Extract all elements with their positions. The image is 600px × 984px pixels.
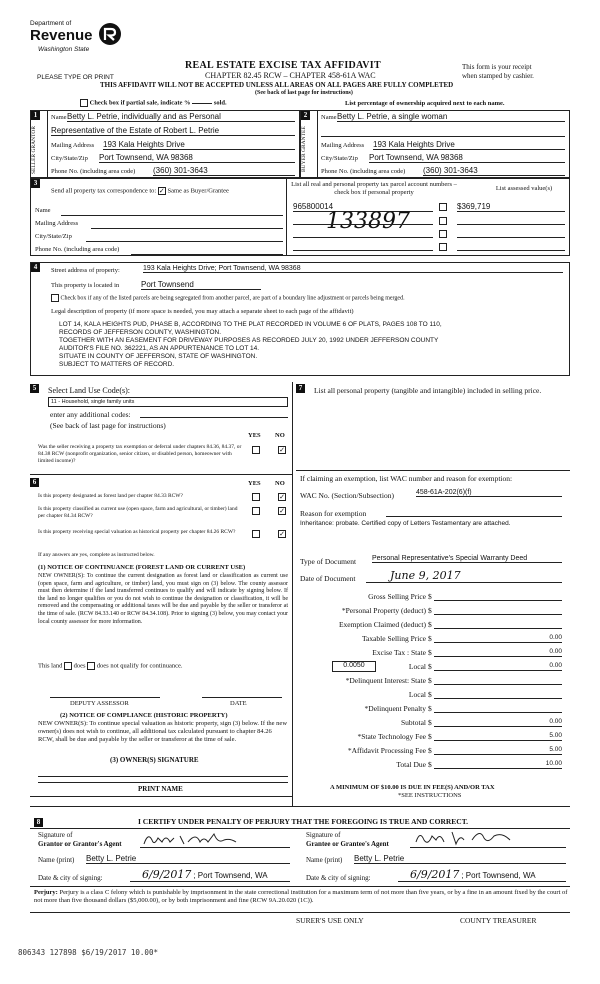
street-label: Street address of property: [51,267,120,274]
grantor-name-field[interactable]: Betty L. Petrie [86,854,290,864]
same-as-buyer-label: Same as Buyer/Grantee [167,187,229,195]
receipt-line2: when stamped by cashier. [462,72,534,80]
legal-line: SUBJECT TO MATTERS OF RECORD. [59,361,175,368]
calc-dollar: $ [428,592,432,601]
see-back-top: (See back of last page for instructions) [255,90,353,96]
calc-value[interactable] [434,606,562,615]
legal-line: AUDITOR'S FILE NO. 362221, AS AN APPURTENANCE TO LOT 14. [59,345,260,352]
buyer-side-label: BUYER GRANTEE [301,126,307,173]
does-not-label: does not [96,662,119,670]
calc-row-taxable [296,634,570,646]
calc-label: *Personal Property (deduct) [341,606,426,615]
receipt-line1: This form is your receipt [462,63,532,71]
s6-q1-yes-checkbox[interactable] [252,493,260,501]
does-not-checkbox[interactable] [87,662,95,670]
grantor-date-handwritten: 6/9/2017 [142,868,192,881]
perjury-notice [34,889,568,905]
calc-row-gross [296,592,570,604]
seller-phone-label: Phone No. (including area code) [51,168,136,175]
calc-dollar: $ [428,662,432,671]
notice-continuance-title: (1) NOTICE OF CONTINUANCE (FOREST LAND OR CURRENT USE) [38,564,246,571]
legal-description [59,321,442,369]
does-label: does [73,662,86,670]
calc-dollar: $ [428,746,432,755]
additional-codes-label: enter any additional codes: [50,410,131,419]
handwritten-number: 133897 [326,209,410,234]
buyer-name-field[interactable]: Betty L. Petrie, a single woman [337,112,565,122]
grantor-name-label: Name (print) [38,856,75,864]
calc-value[interactable]: 10.00 [434,760,562,769]
section-5 [30,382,292,472]
calc-value[interactable] [434,704,562,713]
seller-city-field[interactable]: Port Townsend, WA 98368 [99,153,295,163]
street-field[interactable]: 193 Kala Heights Drive; Port Townsend, WA 98368 [143,265,563,273]
parcel-1-personal-checkbox[interactable] [439,203,447,211]
s3-city-label: City/State/Zip [35,233,72,240]
section-1-marker: 1 [31,111,40,120]
s6-q2-no-checkbox[interactable]: ✓ [279,507,285,515]
calc-dollar: $ [428,676,432,685]
land-use-see-back: (See back of last page for instructions) [50,421,166,430]
dept-line3: Washington State [38,46,90,53]
seller-phone-field[interactable]: (360) 301-3643 [153,166,295,176]
s3-phone-field[interactable] [131,254,283,255]
s6-q1-no-checkbox[interactable]: ✓ [279,493,285,501]
send-label: Send all property tax correspondence to: [51,187,157,195]
land-use-code-select[interactable]: 11 - Household, single family units [48,397,288,407]
warning-text: THIS AFFIDAVIT WILL NOT BE ACCEPTED UNLESS ALL AREAS ON ALL PAGES ARE FULLY COMPLETED [100,81,454,89]
located-label: This property is located in [51,282,120,289]
minimum-due-note: A MINIMUM OF $10.00 IS DUE IN FEE(S) AND/OR TAX [330,784,495,791]
grantor-date-label: Date & city of signing: [38,874,103,882]
calc-value[interactable]: 5.00 [434,732,562,741]
doc-type-label: Type of Document [300,557,357,566]
reason-line[interactable] [386,516,562,517]
qualify-label: qualify for continuance. [120,662,183,670]
seller-mail-field[interactable]: 193 Kala Heights Drive [103,140,295,150]
notice-compliance-body: NEW OWNER(S): To continue special valuation as historic property, sign (3) below. If the new owner(s) does not wish to continue, all additional tax calculated pursuant to chapter 84.26 RCW, shall be due and payable by the seller or transferor at the time of sale. [38,720,288,743]
buyer-city-label: City/State/Zip [321,155,358,162]
notice-continuance-body: NEW OWNER(S): To continue the current designation as forest land or classification as current use (open space, farm and agriculture, or timber) land, you must sign on (3) below. The county assessor must then determine if the land transferred continues to qualify and will indicate by signing below. If the land no longer qualifies or you do not wish to continue the designation or classification, it will be removed and the compensating or additional taxes will be due and payable by the seller or transferor at the time of sale. (RCW 84.33.140 or RCW 84.34.108). Prior to signing (3) below, you may contact your local county assessor for more information. [38,573,288,625]
segregated-checkbox[interactable] [51,294,59,302]
s3-city-field[interactable] [86,241,283,242]
form-chapter: CHAPTER 82.45 RCW – CHAPTER 458-61A WAC [205,71,376,80]
s3-name-label: Name [35,207,51,214]
this-land-label: This land [38,662,63,670]
calc-value[interactable]: 0.00 [434,718,562,727]
perjury-bold: Perjury: [34,889,58,896]
grantee-name-label: Name (print) [306,856,343,864]
calc-dollar: $ [428,606,432,615]
calc-label: Gross Selling Price [368,592,426,601]
seller-mail-label: Mailing Address [51,142,95,149]
located-field[interactable]: Port Townsend [141,280,261,290]
calc-value[interactable] [434,620,562,629]
s6-q1: Is this property designated as forest land per chapter 84.33 RCW? [38,493,183,499]
parcel-number-4[interactable] [293,250,433,251]
assessed-header: List assessed value(s) [495,185,553,192]
s3-mail-field[interactable] [91,228,283,229]
grantee-name-field[interactable]: Betty L. Petrie [354,854,566,864]
s6-q3-no-checkbox[interactable]: ✓ [279,530,285,538]
partial-sale-row [80,99,227,107]
legal-label: Legal description of property (if more space is needed, you may attach a separate sheet to each page of the affidavit) [51,308,354,315]
grantee-city: ; Port Townsend, WA [461,871,536,880]
calc-label: Local [408,690,426,699]
legal-line: RECORDS OF JEFFERSON COUNTY, WASHINGTON. [59,329,222,336]
calc-label: Subtotal [400,718,426,727]
doc-date-field[interactable]: June 9, 2017 [366,569,562,583]
s6-yes-header: YES [248,480,261,487]
calc-label: *State Technology Fee [357,732,426,741]
section-7 [296,382,570,583]
grantor-sig-label2: Grantor or Grantor's Agent [38,840,122,848]
dor-logo [30,20,130,68]
buyer-mail-label: Mailing Address [321,142,365,149]
buyer-phone-field[interactable]: (360) 301-3643 [423,166,565,176]
parcel-list-header: List all real and personal property tax parcel account numbers – check box if personal property [291,181,457,196]
calc-row-local [296,662,570,674]
dept-line1: Department of [30,20,72,27]
dor-emblem-icon [98,22,122,46]
owner-signature-title: (3) OWNER(S) SIGNATURE [110,756,199,764]
s5-yes-checkbox[interactable] [252,446,260,454]
s3-name-field[interactable] [61,215,283,216]
calc-value[interactable] [434,676,562,685]
seller-name-label: Name [51,114,67,121]
s3-mail-label: Mailing Address [35,220,79,227]
seller-side-label: SELLER GRANTOR [31,125,37,174]
parcel-3-personal-checkbox[interactable] [439,230,447,238]
calc-row-state [296,648,570,660]
reason-field[interactable]: Inheritance: probate. Certified copy of Letters Testamentary are attached. [300,520,511,527]
county-treasurer: COUNTY TREASURER [460,916,537,925]
seller-name-line1[interactable]: Betty L. Petrie, individually and as Personal [67,112,295,122]
tax-calculation [296,592,570,782]
buyer-phone-label: Phone No. (including area code) [321,168,406,175]
buyer-name-line2[interactable] [321,126,565,137]
print-name-label: PRINT NAME [138,785,183,793]
calc-value[interactable] [434,592,562,601]
calc-dollar: $ [428,732,432,741]
dept-line2: Revenue [30,27,93,44]
section-2-marker: 2 [301,111,310,120]
calc-label: Taxable Selling Price [361,634,426,643]
list-pct-note: List percentage of ownership acquired next to each name. [345,100,505,107]
section-8-marker: 8 [34,818,43,827]
s5-no-header: NO [275,432,285,439]
calc-value[interactable]: 0.00 [434,634,562,643]
wac-label: WAC No. (Section/Subsection) [300,491,394,500]
s6-q3: Is this property receiving special valuation as historical property per chapter 84.26 RCW? [38,529,236,535]
calc-row-tech-fee [296,732,570,744]
calc-value[interactable]: 0.00 [434,648,562,657]
grantor-signature-image [140,830,260,848]
calc-dollar: $ [428,718,432,727]
calc-row-penalty [296,704,570,716]
s6-if-yes: If any answers are yes, complete as instructed below. [38,552,155,558]
grantor-signature[interactable] [140,830,290,848]
section-4-marker: 4 [31,263,40,272]
section-6-marker: 6 [30,478,39,487]
s5-question: Was the seller receiving a property tax exemption or deferral under chapters 84.36, 84.37, or 84.38 RCW (nonprofit organization, senior citizen, or disabled person, homeowner with limited income)? [38,444,242,464]
assessed-value-2[interactable] [457,224,565,225]
section-3 [30,178,570,256]
calc-value[interactable]: 0.00 [434,662,562,671]
calc-row-subtotal [296,718,570,730]
deputy-assessor-label: DEPUTY ASSESSOR [70,700,129,707]
calc-row-exemption [296,620,570,632]
parcel-number-3[interactable] [293,237,433,238]
calc-label: Total Due [396,760,426,769]
reason-label: Reason for exemption [300,509,367,518]
calc-label: Exemption Claimed (deduct) [338,620,426,629]
parcel-2-personal-checkbox[interactable] [439,217,447,225]
section-7-marker: 7 [296,384,305,393]
doc-date-label: Date of Document [300,574,356,583]
section-5-marker: 5 [30,384,39,393]
grantee-date-label: Date & city of signing: [306,874,371,882]
s6-q2-yes-checkbox[interactable] [252,507,260,515]
calc-value[interactable]: 5.00 [434,746,562,755]
doc-type-field[interactable]: Personal Representative's Special Warranty Deed [372,555,562,563]
cashier-stamp: 806343 127898 $6/19/2017 10.00* [18,948,158,957]
calc-label: *Affidavit Processing Fee [347,746,426,755]
legal-line: TOGETHER WITH AN EASEMENT FOR DRIVEWAY PURPOSES AS RECORDED JULY 20, 1992 UNDER JEFFERSON COUNTY [59,337,439,344]
wac-field[interactable]: 458-61A-202(6)(f) [416,489,562,497]
grantee-signature[interactable] [410,828,566,848]
legal-line: SITUATE IN COUNTY OF JEFFERSON, STATE OF WASHINGTON. [59,353,258,360]
surer-use-only: SURER'S USE ONLY [296,916,364,925]
date-label: DATE [230,700,247,707]
buyer-city-field[interactable]: Port Townsend, WA 98368 [369,153,565,163]
see-instructions: *SEE INSTRUCTIONS [398,792,462,799]
s5-yes-header: YES [248,432,261,439]
please-type: PLEASE TYPE OR PRINT [37,74,114,81]
parcel-4-personal-checkbox[interactable] [439,243,447,251]
section-buyer [300,110,570,178]
parcel-number-2[interactable] [293,224,433,225]
s3-phone-label: Phone No. (including area code) [35,246,120,253]
additional-codes-field[interactable] [140,417,288,418]
grantee-sig-label1: Signature of [306,831,341,839]
section-6 [30,476,292,796]
calc-row-total [296,760,570,772]
calc-label: *Delinquent Interest: State [345,676,426,685]
parcel-number-1[interactable]: 965800014 [293,202,433,212]
calc-dollar: $ [428,690,432,699]
calc-dollar: $ [428,704,432,713]
partial-sale-label: Check box if partial sale, indicate % [89,99,191,107]
calc-row-delinquent-state [296,676,570,688]
calc-dollar: $ [428,634,432,643]
calc-label: Local [408,662,426,671]
claim-exemption-label: If claiming an exemption, list WAC number and reason for exemption: [300,474,513,483]
calc-dollar: $ [428,648,432,657]
personal-property-label: List all personal property (tangible and intangible) included in selling price. [314,386,542,395]
section-3-marker: 3 [31,179,40,188]
buyer-name-label: Name [321,114,337,121]
assessed-value-4[interactable] [457,250,565,251]
buyer-mail-field[interactable]: 193 Kala Heights Drive [373,140,565,150]
section-seller [30,110,300,178]
land-qualify-row [38,662,183,670]
calc-label: Excise Tax : State [372,648,426,657]
legal-line: LOT 14, KALA HEIGHTS PUD, PHASE B, ACCORDING TO THE PLAT RECORDED IN VOLUME 6 OF PLATS, PAGES 108 TO 110, [59,321,442,328]
calc-row-personal [296,606,570,618]
calc-label: *Delinquent Penalty [364,704,426,713]
assessed-value-1[interactable]: $369,719 [457,202,565,212]
perjury-text: Perjury is a class C felony which is punishable by imprisonment in the state correctional institution for a maximum term of not more than five years, or by a fine in an amount fixed by the court of not more than five thousand dollars ($5,000.00), or by both imprisonment and fine (RCW 9A.20.020 (1C)). [34,889,568,904]
grantee-date-handwritten: 6/9/2017 [410,868,460,881]
partial-sale-checkbox[interactable] [80,99,88,107]
s6-q3-yes-checkbox[interactable] [252,530,260,538]
send-correspondence [51,187,229,195]
calc-row-delinquent-local [296,690,570,702]
calc-dollar: $ [428,620,432,629]
form-title: REAL ESTATE EXCISE TAX AFFIDAVIT [185,60,381,71]
calc-value[interactable] [434,690,562,699]
certify-statement: I CERTIFY UNDER PENALTY OF PERJURY THAT THE FOREGOING IS TRUE AND CORRECT. [138,817,469,826]
does-checkbox[interactable] [64,662,72,670]
local-rate-field[interactable]: 0.0050 [332,661,376,672]
assessed-value-3[interactable] [457,237,565,238]
calc-row-processing-fee [296,746,570,758]
segregated-row [51,294,405,302]
s6-q2: Is this property classified as current use (open space, farm and agricultural, or timber) land per chapter 84.34 RCW? [38,506,238,519]
calc-dollar: $ [428,760,432,769]
same-as-buyer-checkbox[interactable]: ✓ [158,187,165,195]
s6-no-header: NO [275,480,285,487]
grantee-sig-label2: Grantee or Grantee's Agent [306,840,389,848]
s5-no-checkbox[interactable]: ✓ [279,446,285,454]
land-use-label: Select Land Use Code(s): [48,386,130,395]
grantee-signature-image [410,828,530,848]
sold-label: sold. [213,99,227,107]
seller-name-line2[interactable]: Representative of the Estate of Robert L. Petrie [51,126,295,136]
section-8 [30,812,570,908]
grantor-sig-label1: Signature of [38,831,73,839]
grantee-date-city[interactable] [398,868,566,882]
grantor-date-city[interactable] [130,868,290,882]
segregated-label: Check box if any of the listed parcels are being segregated from another parcel, are part of a boundary line adjustment or parcels being merged. [60,295,405,302]
notice-compliance-title: (2) NOTICE OF COMPLIANCE (HISTORIC PROPERTY) [60,712,228,719]
seller-city-label: City/State/Zip [51,155,88,162]
grantor-city: ; Port Townsend, WA [193,871,268,880]
section-4 [30,262,570,376]
